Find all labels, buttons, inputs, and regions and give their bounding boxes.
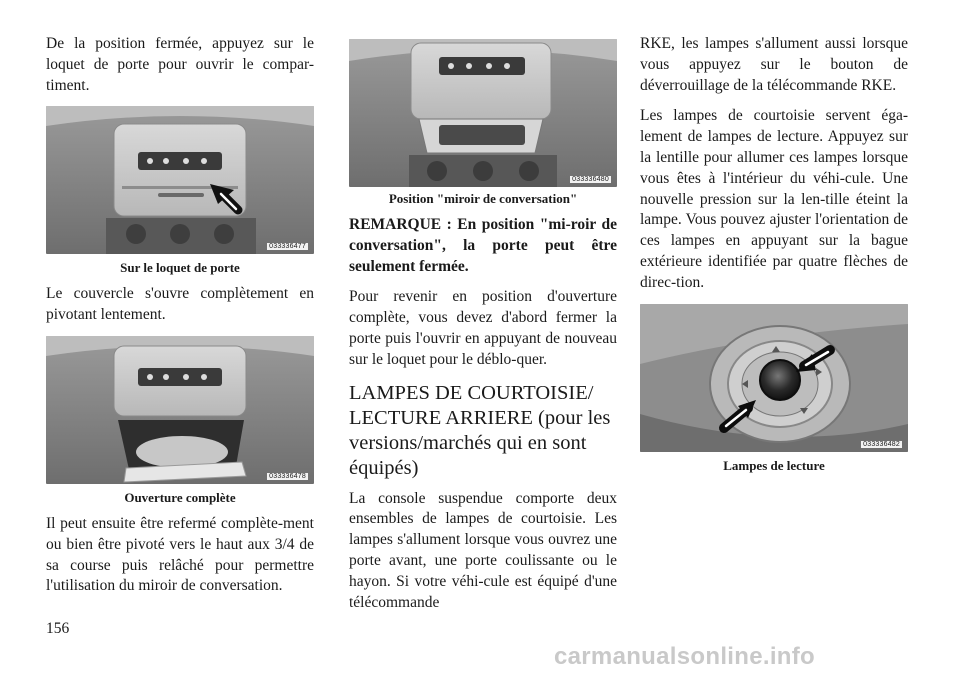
paragraph: Les lampes de courtoisie servent éga-lement de lampes de lecture. Appuyez sur la lentille pour allumer ces lampes lorsque vous êtes à l'intérieur du véhi-cule. Une nouvelle pression sur la len-tille éteint la lampe. Vous pouvez ajuster l'orientation de ces lampes en appuyant sur la bague extérieure identifiée par quatre flèches de direc-tion. [640,107,908,291]
page-number: 156 [46,620,70,637]
figure-id: 033336477 [269,243,306,251]
note: REMARQUE : En position "mi-roir de conversation", la porte peut être seulement fermée. [349,216,617,275]
paragraph: Il peut ensuite être refermé complète-ment ou bien être pivoté vers le haut aux 3/4 de sa course puis relâché pour permettre l'utilisation du miroir de conversation. [46,514,314,595]
figure-id: 033336480 [572,176,609,183]
figure-conversation-mirror [349,39,617,187]
paragraph: La console suspendue comporte deux ensembles de lampes de courtoisie. Les lampes s'allument lorsque vous ouvrez une porte avant, une porte coulissante ou le hayon. Si votre véhi-cule est équipé d'une télécommande [349,489,617,611]
paragraph: Pour revenir en position d'ouverture complète, vous devez d'abord fermer la porte puis l'ouvrir en appuyant de nouveau sur le loquet pour le déblo-quer. [349,288,617,368]
figure-fully-open [46,336,314,484]
figure-reading-lamps [640,304,908,452]
column-1 [46,34,314,607]
figure-door-latch [46,106,314,254]
figure-caption: Position "miroir de conversation" [388,191,578,206]
section-heading: LAMPES DE COURTOISIE/ LECTURE ARRIERE (pour les versions/marchés qui en sont équipés) [349,381,611,479]
paragraph: RKE, les lampes s'allument aussi lorsque vous appuyez sur le bouton de déverrouillage de la télécommande RKE. [640,35,908,94]
figure-caption: Sur le loquet de porte [120,260,240,276]
paragraph: Le couvercle s'ouvre complètement en pivotant lentement. [46,285,314,324]
watermark: carmanualsonline.info [554,643,816,670]
figure-caption: Ouverture complète [124,489,236,505]
column-3 [640,34,908,482]
figure-id: 033336478 [269,472,306,480]
figure-caption: Lampes de lecture [723,457,825,473]
paragraph: De la position fermée, appuyez sur le loquet de porte pour ouvrir le compar-timent. [46,35,314,94]
column-2 [349,39,617,623]
figure-id: 033336482 [863,440,900,448]
